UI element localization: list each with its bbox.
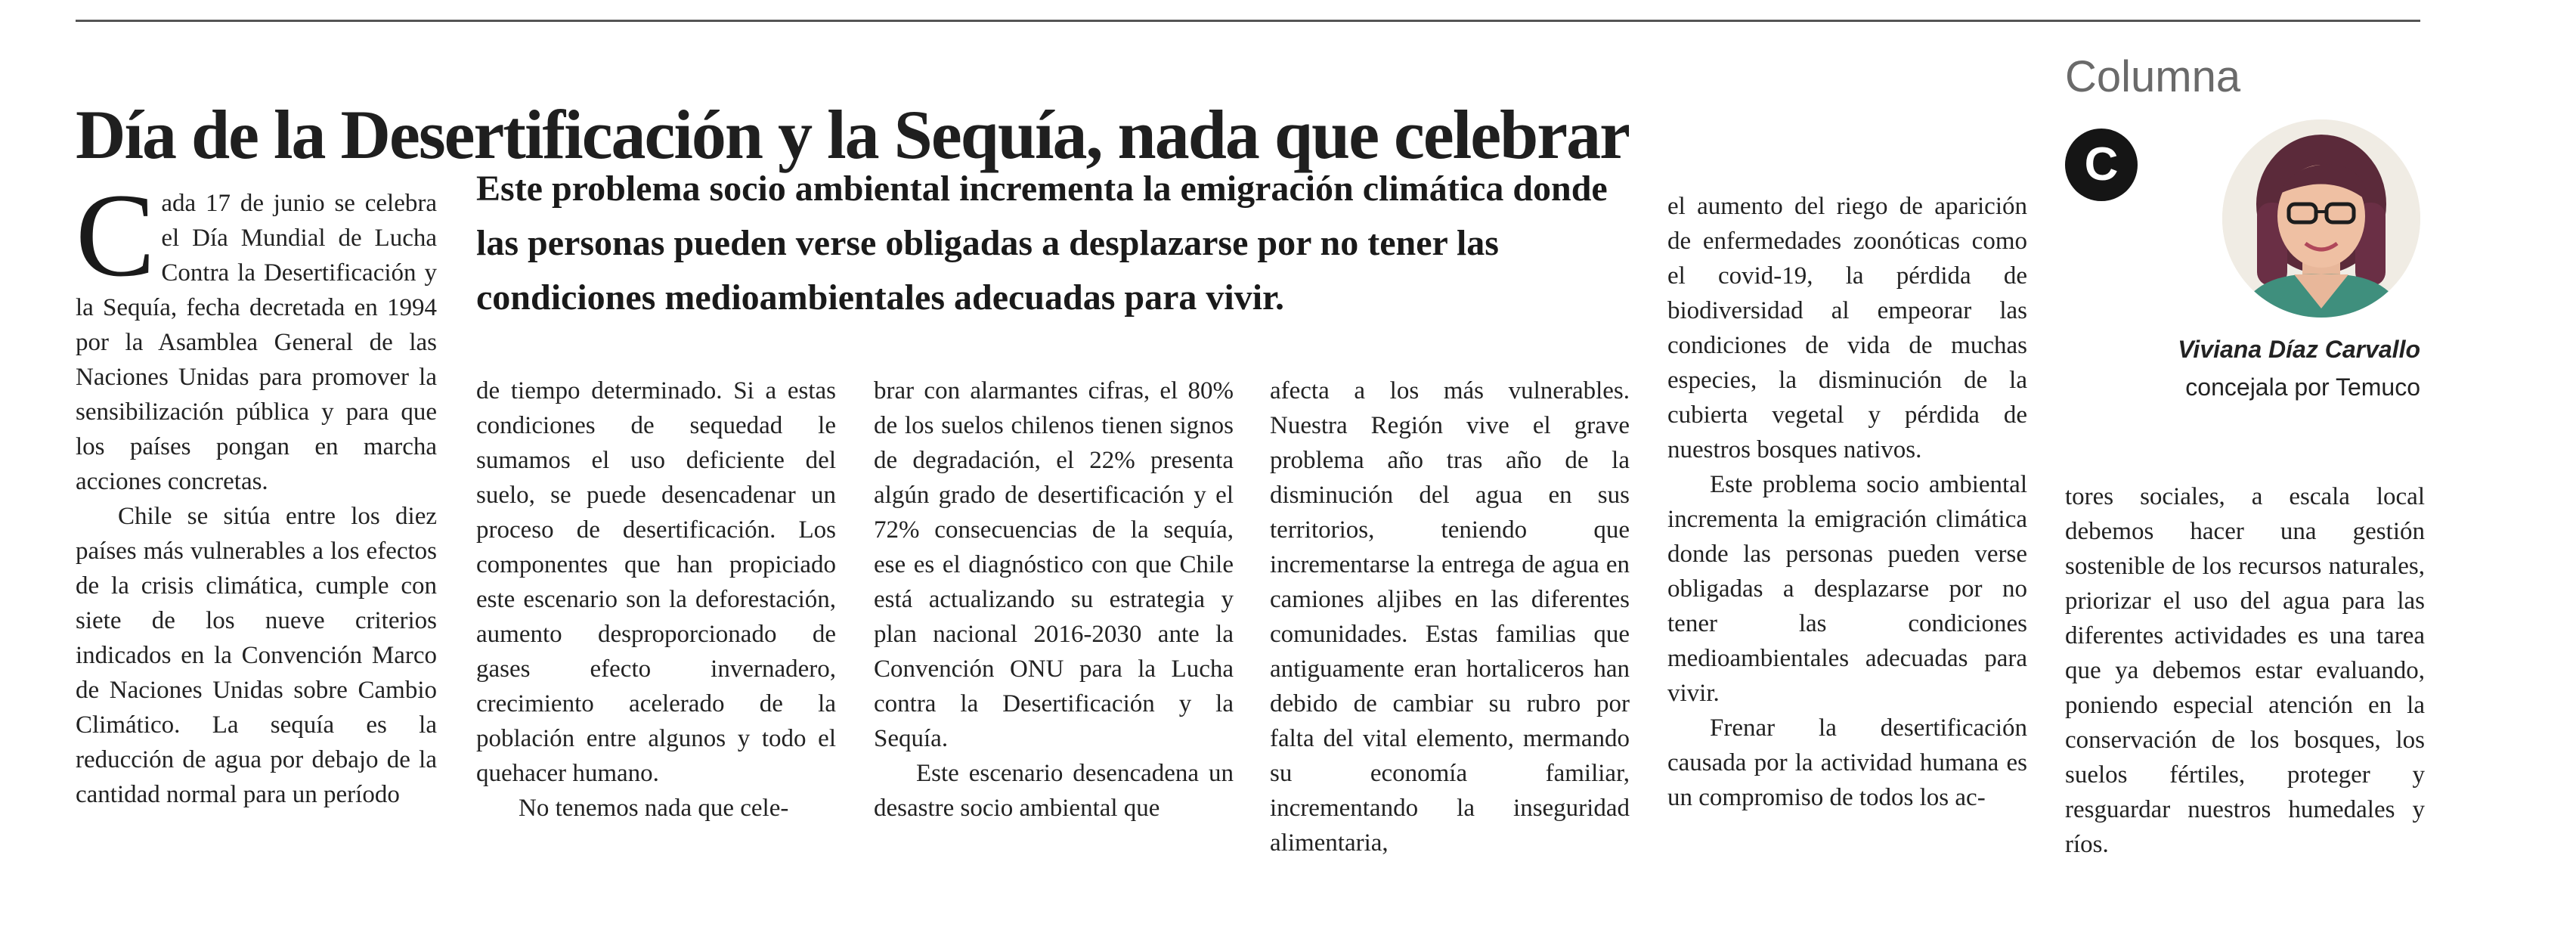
paragraph bbox=[76, 169, 437, 499]
paragraph: brar con alarmantes cifras, el 80% de los suelos chilenos tienen signos de degradación, el 22% presenta algún grado de desertificación y el 72% consecuencias de la sequía, ese es el diagnóstico con que Chile está actualizando su estrategia y plan nacional 2016-2030 ante la Convención ONU para la Lucha contra la Desertificación y la Sequía. bbox=[874, 377, 1234, 752]
paragraph: Chile se sitúa entre los diez países más vulnerables a los efectos de la crisis climática, cumple con siete de los nueve criterios indicados en la Convención Marco de Naciones Unidas sobre Cambio Climático. La sequía es la reducción de agua por debajo de la cantidad normal para un período bbox=[76, 503, 437, 808]
paragraph: de tiempo determinado. Si a estas condiciones de sequedad le sumamos el uso deficiente del suelo, se puede desencadenar un proceso de desertificación. Los componentes que han propiciado este escenario son la deforestación, aumento desproporcionado de gases efecto invernadero, crecimiento acelerado de la población entre algunos y todo el quehacer humano. bbox=[476, 377, 836, 787]
paragraph-text: ada 17 de junio se celebra el Día Mundial de Lucha Contra la Desertificación y la Sequía, fecha decretada en 1994 por la Asamblea General de las Naciones Unidas para promover la sensibilización pública y para que los países pongan en marcha acciones concretas. bbox=[76, 190, 437, 495]
paragraph: No tenemos nada que cele- bbox=[519, 795, 789, 822]
pull-quote: Este problema socio ambiental incrementa la emigración climática donde las personas pueden verse obligadas a desplazarse por no tener las condiciones medioambientales adecuadas para vivir. bbox=[476, 169, 1608, 318]
paragraph: Frenar la desertificación causada por la actividad humana es un compromiso de todos los ac- bbox=[1667, 714, 2027, 811]
headline: Día de la Desertificación y la Sequía, nada que celebrar bbox=[76, 95, 1629, 173]
article-column-6 bbox=[2065, 479, 2425, 862]
article-column-2 bbox=[476, 373, 836, 826]
drop-cap: C bbox=[76, 169, 156, 302]
paragraph: Este problema socio ambiental incrementa la emigración climática donde las personas pueden verse obligadas a desplazarse por no tener las condiciones medioambientales adecuadas para vivir. bbox=[1667, 471, 2027, 707]
author-role: concejala por Temuco bbox=[2185, 373, 2420, 401]
paragraph: tores sociales, a escala local debemos hacer una gestión sostenible de los recursos naturales, priorizar el uso del agua para las diferentes actividades es una tarea que ya debemos estar evaluando, poniendo especial atención en la conservación de los bosques, los suelos fértiles, proteger y resguardar nuestros humedales y ríos. bbox=[2065, 483, 2425, 858]
paragraph: Este escenario desencadena un desastre socio ambiental que bbox=[874, 760, 1234, 822]
article-column-1 bbox=[76, 169, 437, 812]
article-column-3 bbox=[874, 373, 1234, 826]
paragraph: afecta a los más vulnerables. Nuestra Región vive el grave problema año tras año de la disminución del agua en sus territorios, teniendo que incrementarse la entrega de agua en camiones aljibes en las diferentes comunidades. Estas familias que antiguamente eran hortaliceros han debido de cambiar su rubro por falta del vital elemento, mermando su economía familiar, incrementando la inseguridad alimentaria, bbox=[1270, 377, 1630, 857]
article-column-5 bbox=[1667, 189, 2027, 815]
article-column-4 bbox=[1270, 373, 1630, 860]
section-label: Columna bbox=[2065, 52, 2241, 101]
author-avatar bbox=[2222, 119, 2420, 318]
author-photo bbox=[2222, 119, 2420, 318]
top-rule bbox=[76, 20, 2420, 22]
author-name: Viviana Díaz Carvallo bbox=[2178, 336, 2420, 363]
paragraph: el aumento del riego de aparición de enfermedades zoonóticas como el covid-19, la pérdida de biodiversidad al empeorar las condiciones de vida de muchas especies, la disminución de la cubierta vegetal y pérdida de nuestros bosques nativos. bbox=[1667, 193, 2027, 463]
column-badge-icon: C bbox=[2065, 129, 2138, 201]
